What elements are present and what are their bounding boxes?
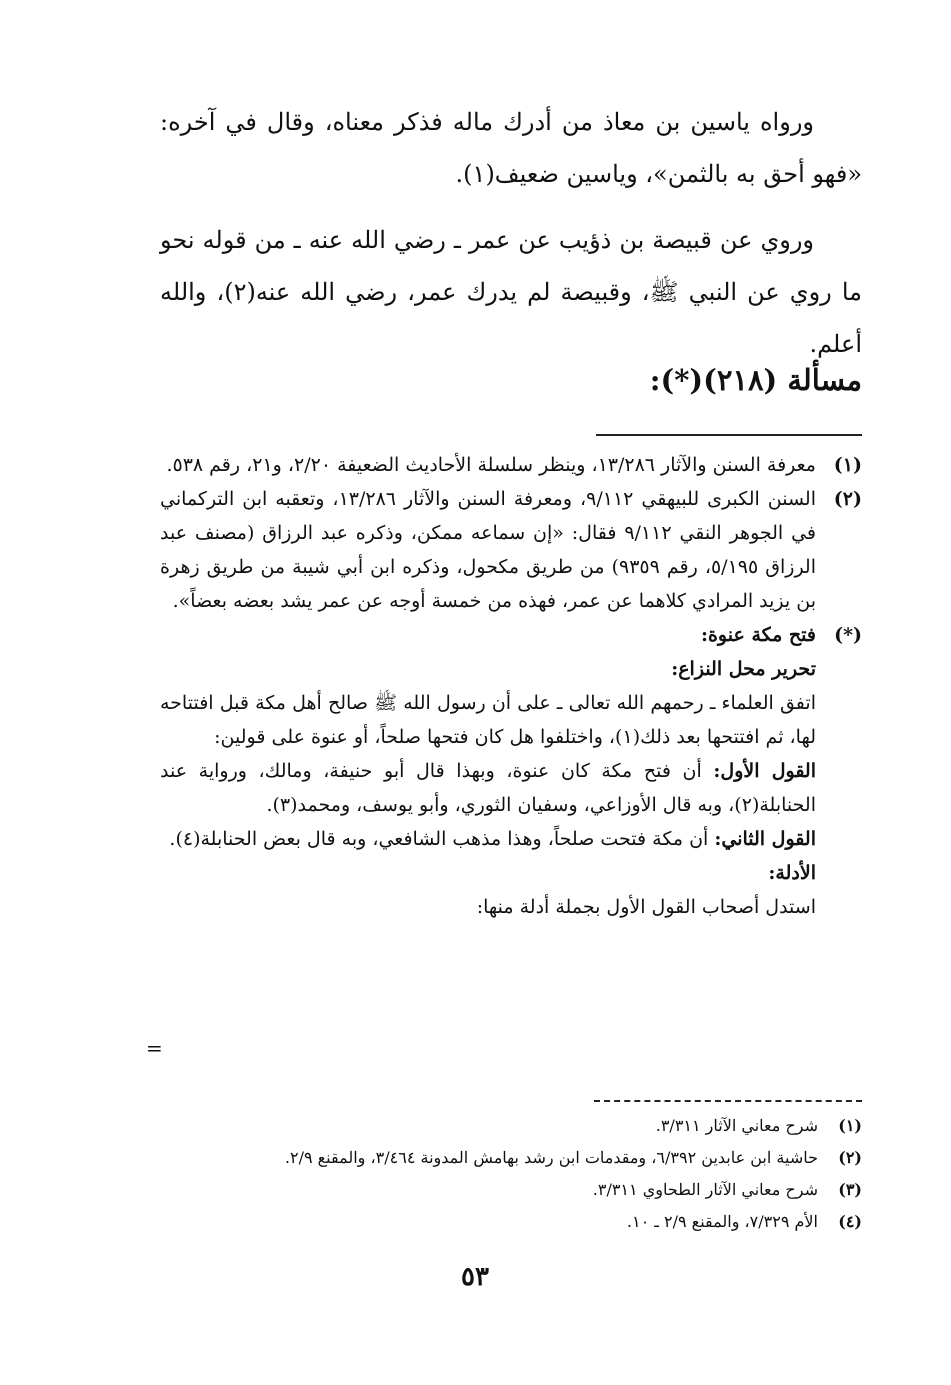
footnote-separator xyxy=(596,434,862,436)
star-note-subtitle: تحرير محل النزاع: xyxy=(671,658,816,680)
second-opinion-text: أن مكة فتحت صلحاً، وهذا مذهب الشافعي، وبه قال بعض الحنابلة(٤). xyxy=(169,828,709,850)
star-note-title: فتح مكة عنوة: xyxy=(700,624,816,646)
first-opinion xyxy=(160,754,816,822)
footnotes-lower xyxy=(200,1110,862,1238)
footnotes-upper xyxy=(160,448,862,924)
footnote-number: (١) xyxy=(833,454,862,476)
footnote-number: (*) xyxy=(834,624,862,646)
main-text xyxy=(160,96,862,384)
continuation-mark: = xyxy=(146,1036,163,1060)
first-opinion-label: القول الأول: xyxy=(713,760,817,782)
lower-footnote-4 xyxy=(200,1206,862,1238)
footnote-text: معرفة السنن والآثار ١٣/٢٨٦، وينظر سلسلة الأحاديث الضعيفة ٢/٢٠، و٢١، رقم ٥٣٨. xyxy=(166,454,816,476)
footnote-star xyxy=(160,618,862,686)
first-opinion-text: أن فتح مكة كان عنوة، وبهذا قال أبو حنيفة، ومالك، ورواية عند الحنابلة(٢)، وبه قال الأوزاعي، وسفيان الثوري، وأبو يوسف، ومحمد(٣). xyxy=(160,760,816,816)
star-note-intro: اتفق العلماء ـ رحمهم الله تعالى ـ على أن رسول الله ﷺ صالح أهل مكة قبل افتتاحه لها، ثم افتتحها بعد ذلك(١)، واختلفوا هل كان فتحها صلحاً، أو عنوة على قولين: xyxy=(160,692,816,748)
lower-footnote-3 xyxy=(200,1174,862,1206)
issue-heading: مسألة (٢١٨)(*): xyxy=(649,363,862,397)
evidence-label: الأدلة: xyxy=(768,862,816,884)
paragraph-1: ورواه ياسين بن معاذ من أدرك ماله فذكر معناه، وقال في آخره: «فهو أحق به بالثمن»، وياسين ضعيف(١). xyxy=(160,108,862,188)
evidence-text: استدل أصحاب القول الأول بجملة أدلة منها: xyxy=(476,896,816,918)
star-note-body xyxy=(160,686,862,924)
footnote-text: شرح معاني الآثار الطحاوي ٣/٣١١. xyxy=(592,1180,818,1199)
footnote-number: (٢) xyxy=(838,1148,862,1167)
page-number: ٥٣ xyxy=(461,1262,489,1292)
footnote-2 xyxy=(160,482,862,618)
footnote-number: (٢) xyxy=(833,488,862,510)
footnote-1 xyxy=(160,448,862,482)
footnote-number: (١) xyxy=(838,1116,862,1135)
lower-footnote-1 xyxy=(200,1110,862,1142)
footnote-text: السنن الكبرى للبيهقي ٩/١١٢، ومعرفة السنن والآثار ١٣/٢٨٦، وتعقبه ابن التركماني في الجوهر النقي ٩/١١٢ فقال: «إن سماعه ممكن، وذكره عبد الرزاق (مصنف عبد الرزاق ٥/١٩٥، رقم ٩٣٥٩) من طريق مكحول، وذكره ابن أبي شيبة من طريق زهرة بن يزيد المرادي كلاهما عن عمر، فهذه من خمسة أوجه عن عمر يشد بعضه بعضاً». xyxy=(160,488,817,612)
footnote-number: (٤) xyxy=(838,1212,862,1231)
second-opinion xyxy=(160,822,816,856)
second-opinion-label: القول الثاني: xyxy=(714,828,816,850)
lower-footnote-2 xyxy=(200,1142,862,1174)
footnote-text: الأم ٧/٣٢٩، والمقنع ٢/٩ ـ ١٠. xyxy=(626,1212,818,1231)
footnote-separator-dashed xyxy=(594,1100,862,1102)
footnote-text: شرح معاني الآثار ٣/٣١١. xyxy=(655,1116,818,1135)
paragraph-2: وروي عن قبيصة بن ذؤيب عن عمر ـ رضي الله عنه ـ من قوله نحو ما روي عن النبي ﷺ، وقبيصة لم يدرك عمر، رضي الله عنه(٢)، والله أعلم. xyxy=(160,226,863,358)
footnote-text: حاشية ابن عابدين ٦/٣٩٢، ومقدمات ابن رشد بهامش المدونة ٣/٤٦٤، والمقنع ٢/٩. xyxy=(284,1148,818,1167)
footnote-number: (٣) xyxy=(838,1180,862,1199)
